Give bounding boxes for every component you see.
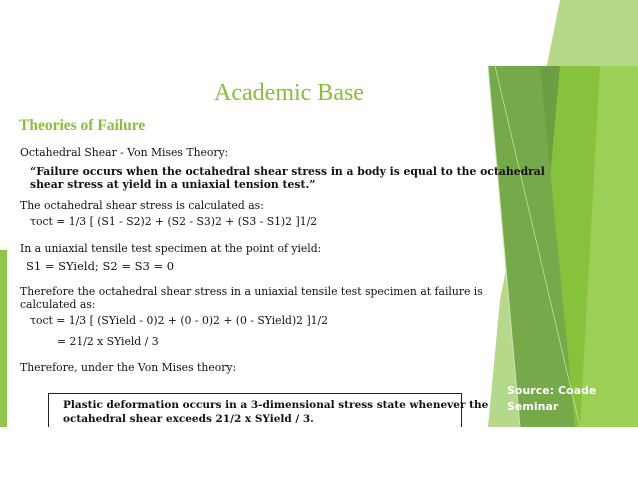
therefore-line-2: calculated as:: [20, 298, 96, 311]
quote-line-2: shear stress at yield in a uniaxial tension test.”: [30, 178, 316, 191]
yield-intro: In a uniaxial tensile test specimen at the point of yield:: [20, 242, 322, 255]
formula-1: τoct = 1/3 [ (S1 - S2)2 + (S2 - S3)2 + (S3 - S1)2 ]1/2: [30, 215, 318, 228]
doc-heading: Octahedral Shear - Von Mises Theory:: [20, 146, 229, 159]
formula-2: τoct = 1/3 [ (SYield - 0)2 + (0 - 0)2 + (0 - SYield)2 ]1/2: [30, 314, 329, 327]
bottom-margin: [0, 427, 638, 493]
source-note: [507, 383, 596, 415]
box-line-2: octahedral shear exceeds 21/2 x SYield / 3.: [63, 413, 314, 425]
calc-intro: The octahedral shear stress is calculated as:: [20, 199, 264, 212]
source-line-2: Seminar: [507, 400, 559, 413]
slide-title: Academic Base: [214, 80, 364, 106]
conclusion: Therefore, under the Von Mises theory:: [20, 361, 237, 374]
yield-equation: S1 = SYield; S2 = S3 = 0: [26, 259, 175, 273]
conclusion-box: [48, 393, 489, 427]
quote-line-1: “Failure occurs when the octahedral shear stress in a body is equal to the octahedral: [30, 165, 545, 178]
left-green-sliver: [0, 250, 7, 427]
source-line-1: Source: Coade: [507, 384, 597, 397]
therefore-line-1: Therefore the octahedral shear stress in a uniaxial tensile test specimen at failure is: [20, 285, 483, 298]
formula-3: = 21/2 x SYield / 3: [57, 335, 159, 348]
box-line-1: Plastic deformation occurs in a 3-dimensional stress state whenever the: [63, 399, 489, 411]
slide-subtitle: Theories of Failure: [19, 117, 146, 134]
